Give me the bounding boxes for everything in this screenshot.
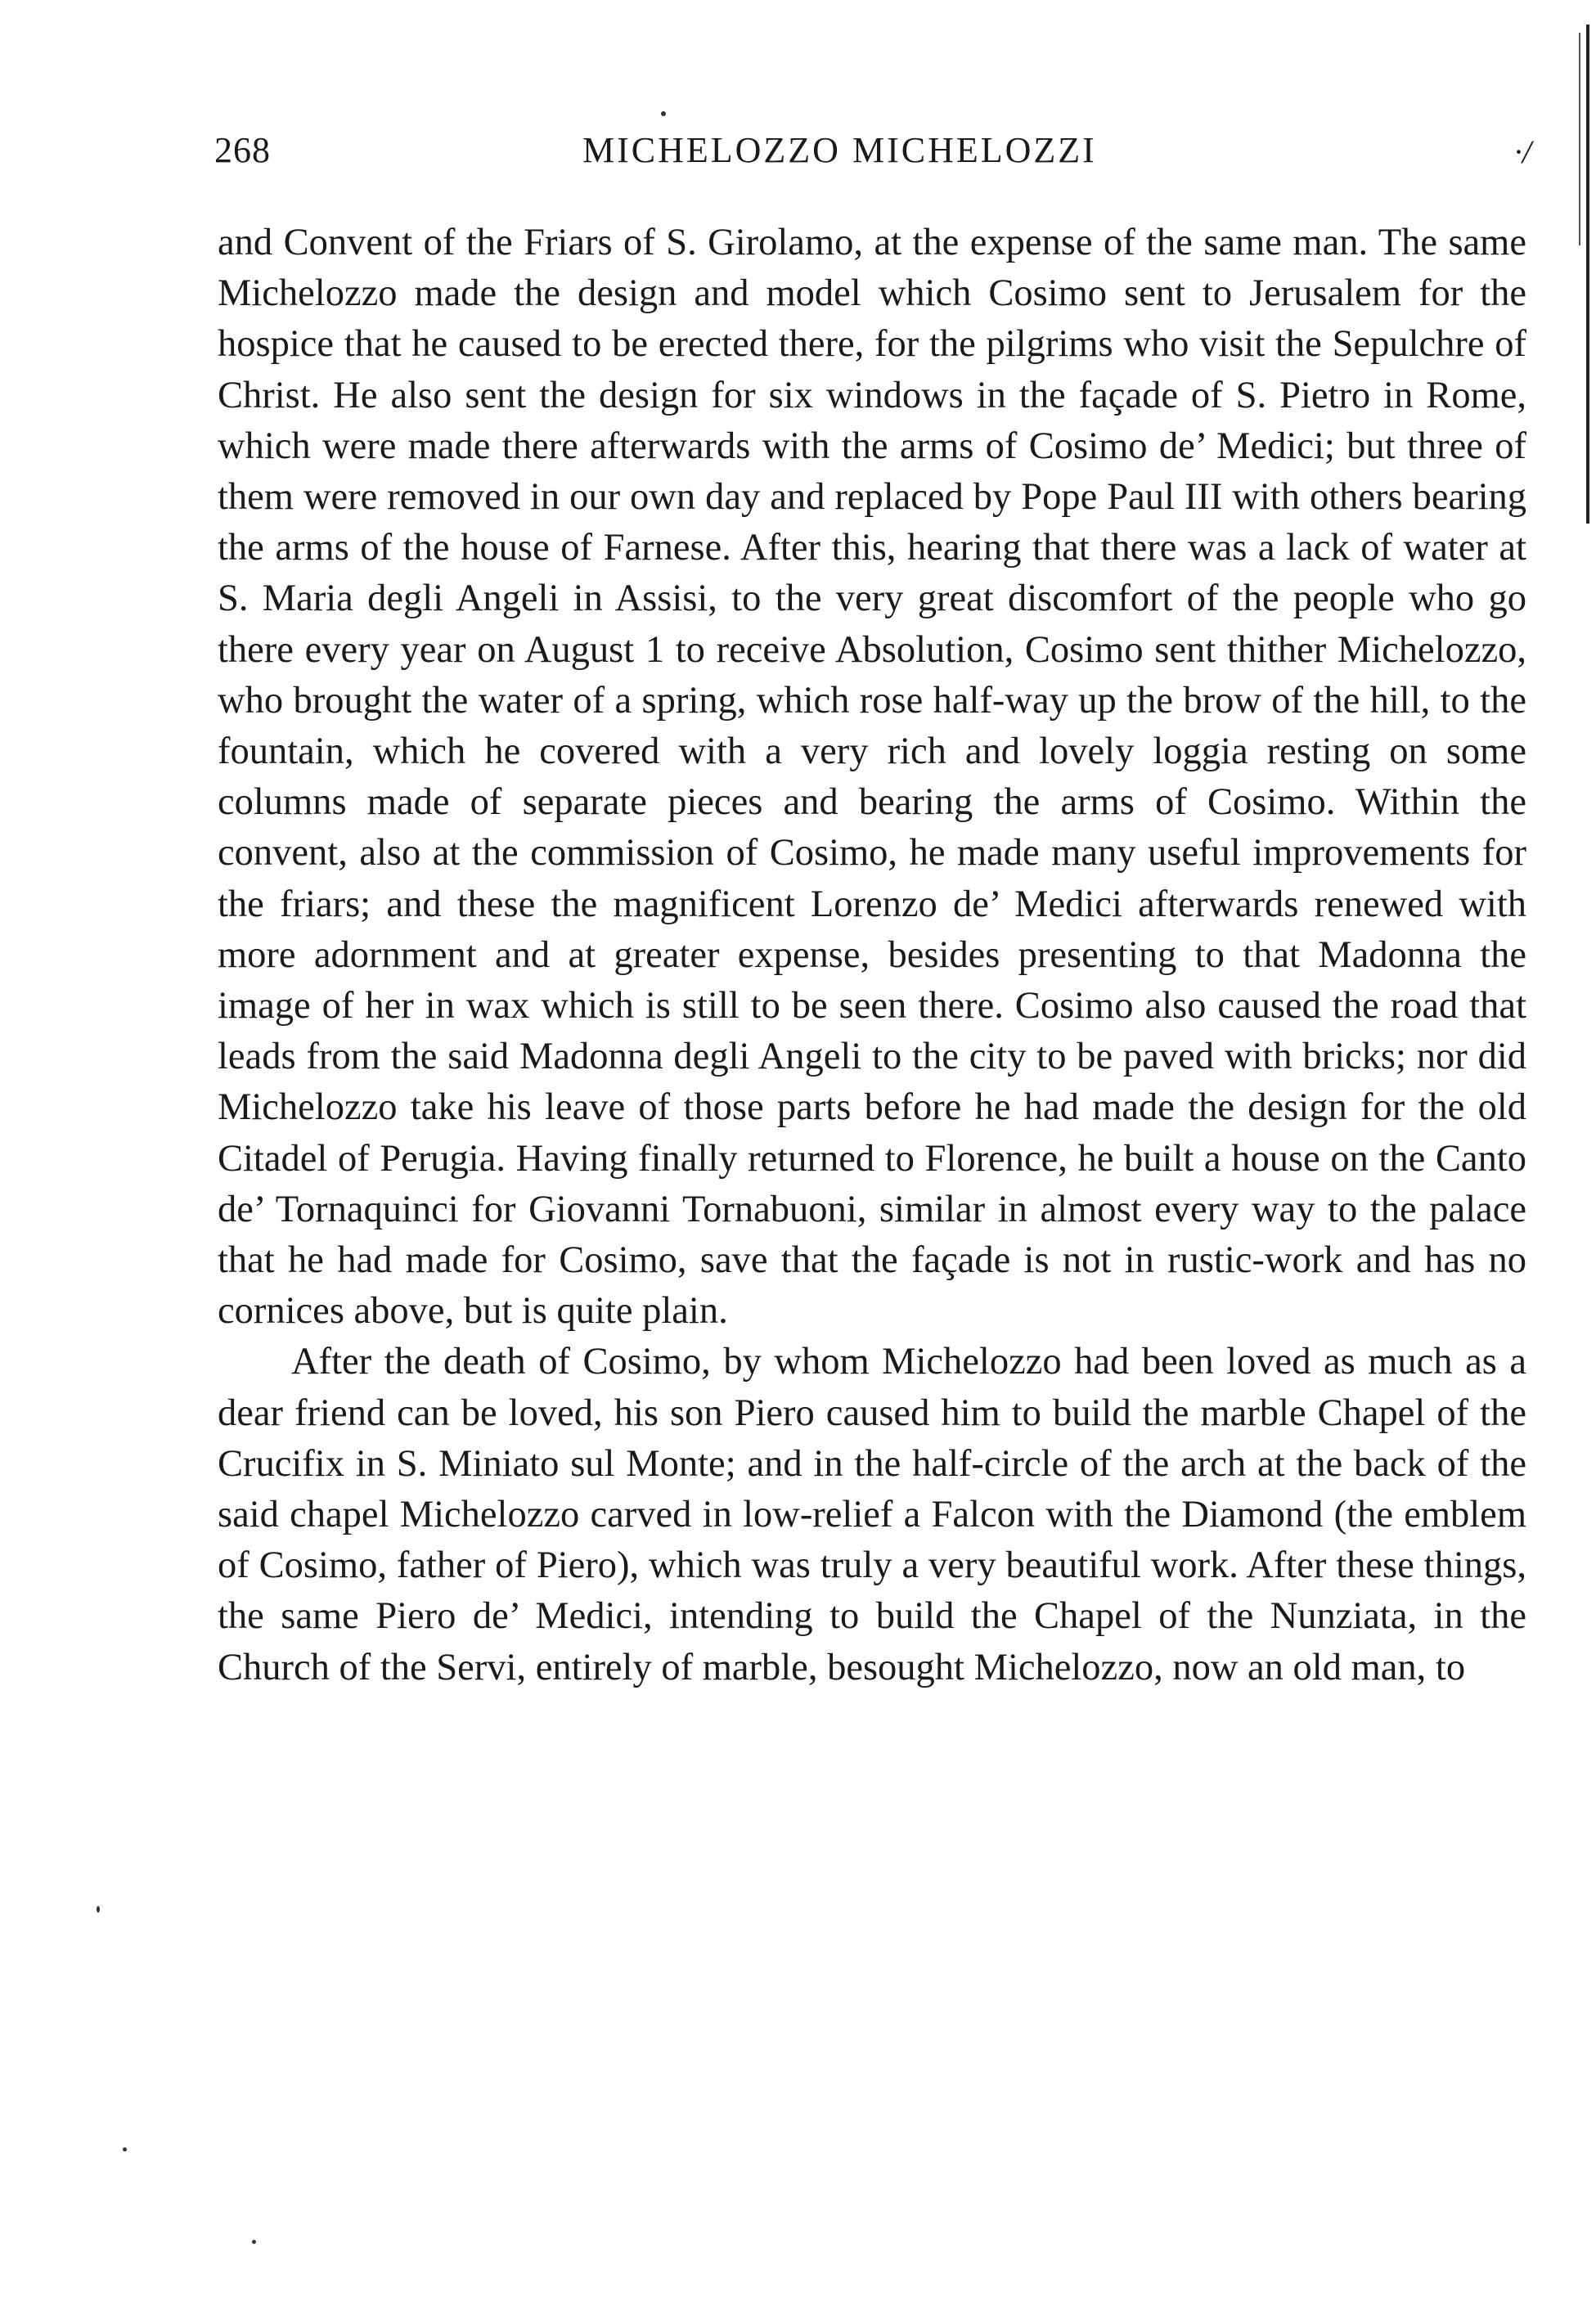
margin-mark: ·/ — [1513, 133, 1531, 170]
ink-speck — [252, 2240, 256, 2244]
paragraph-1: and Convent of the Friars of S. Girolamo, at the expense of the same man. The same Michelozzo made the design and model which Cosimo sent to Jerusalem for the hospice that he caused to be erected there, for the pilgrims who visit the Sepulchre of Christ. He also sent the design for six windows in the façade of S. Pietro in Rome, which were made there afterwards with the arms of Cosimo de’ Medici; but three of them were removed in our own day and replaced by Pope Paul III with others bearing the arms of the house of Farnese. After this, hearing that there was a lack of water at S. Maria degli Angeli in Assisi, to the very great discomfort of the people who go there every year on August 1 to receive Absolution, Cosimo sent thither Michelozzo, who brought the water of a spring, which rose half-way up the brow of the hill, to the fountain, which he covered with a very rich and lovely loggia resting on some columns made of separate pieces and bearing the arms of Cosimo. Within the convent, also at the commission of Cosimo, he made many useful improvements for the friars; and these the magnificent Lorenzo de’ Medici afterwards renewed with more adornment and at greater expense, besides presenting to that Madonna the image of her in wax which is still to be seen there. Cosimo also caused the road that leads from the said Madonna degli Angeli to the city to be paved with bricks; nor did Michelozzo take his leave of those parts before he had made the design for the old Citadel of Perugia. Having finally returned to Florence, he built a house on the Canto de’ Tornaquinci for Giovanni Tornabuoni, similar in almost every way to the palace that he had made for Cosimo, save that the façade is not in rustic-work and has no cornices above, but is quite plain. — [218, 222, 1526, 1333]
paragraph-2: After the death of Cosimo, by whom Michelozzo had been loved as much as a dear friend can be loved, his son Piero caused him to build the marble Chapel of the Crucifix in S. Miniato sul Monte; and in the half-circle of the arch at the back of the said chapel Michelozzo carved in low-relief a Falcon with the Diamond (the emblem of Cosimo, father of Piero), which was truly a very beautiful work. After these things, the same Piero de’ Medici, intending to build the Chapel of the Nunziata, in the Church of the Servi, entirely of marble, besought Michelozzo, now an old man, to — [218, 1341, 1526, 1688]
body-text — [218, 218, 1526, 1693]
page-edge-line — [1586, 25, 1589, 524]
page-header — [214, 129, 1531, 187]
page-number: 268 — [214, 130, 271, 170]
running-head: MICHELOZZO MICHELOZZI — [582, 130, 1097, 170]
ink-speck — [97, 1906, 100, 1913]
ink-speck — [661, 111, 666, 116]
ink-speck — [123, 2147, 127, 2151]
page-edge-line-secondary — [1579, 33, 1580, 245]
